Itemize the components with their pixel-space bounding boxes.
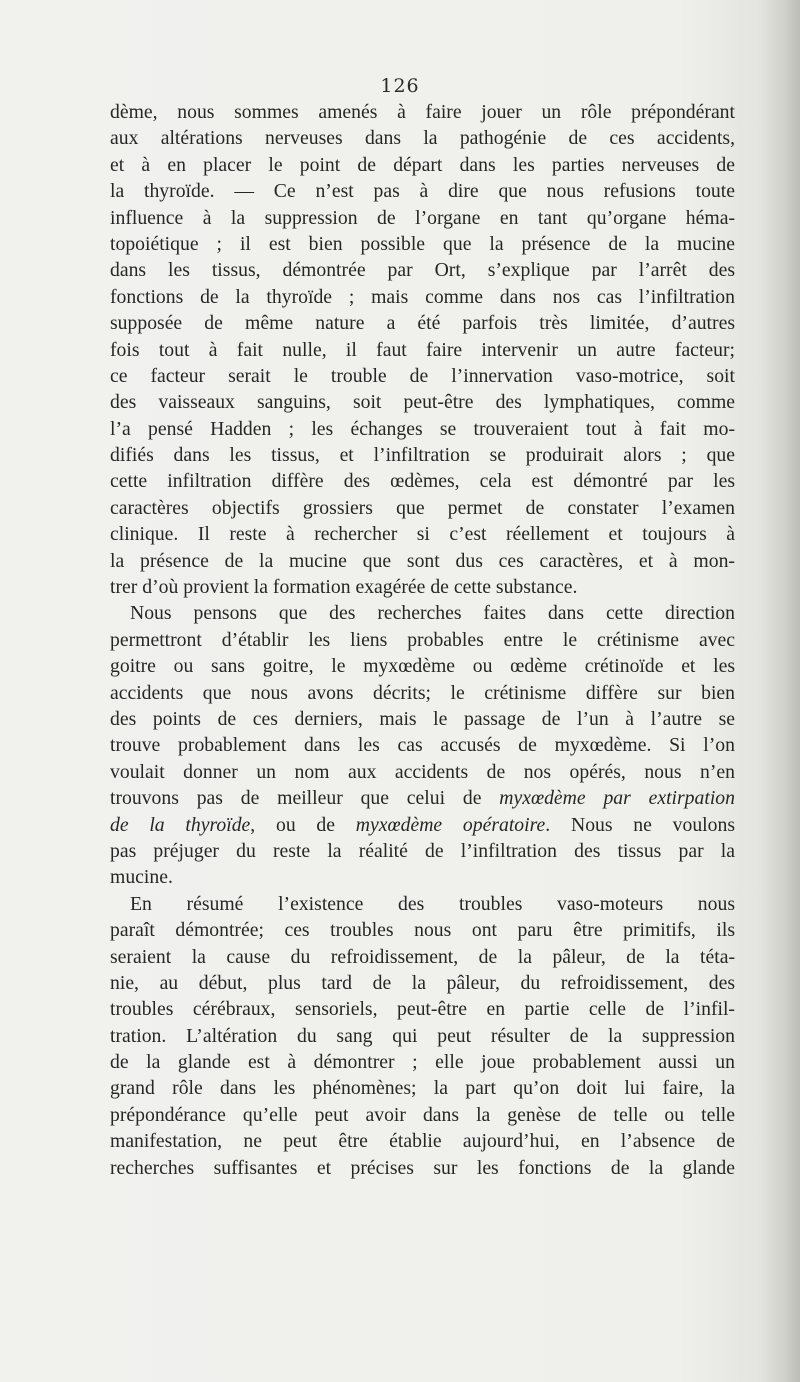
text-line: paraît démontrée; ces troubles nous ont paru être primitifs, ils: [110, 919, 735, 942]
text-line: cette infiltration diffère des œdèmes, cela est démontré par les: [110, 470, 735, 493]
text-line: l’a pensé Hadden ; les échanges se trouveraient tout à fait mo-: [110, 417, 735, 440]
text-line: la présence de la mucine que sont dus ces caractères, et à mon-: [110, 549, 735, 572]
text-line: accidents que nous avons décrits; le crétinisme diffère sur bien: [110, 681, 735, 704]
text-line: topoiétique ; il est bien possible que la présence de la mucine: [110, 232, 735, 255]
text-line: [110, 785, 735, 811]
text-line: permettront d’établir les liens probables entre le crétinisme avec: [110, 628, 735, 651]
text-line: troubles cérébraux, sensoriels, peut-être en partie celle de l’infil-: [110, 998, 735, 1021]
italic-term: de la thyroïde: [110, 813, 251, 836]
text-line: fois tout à fait nulle, il faut faire intervenir un autre facteur;: [110, 338, 735, 361]
text-line: grand rôle dans les phénomènes; la part qu’on doit lui faire, la: [110, 1077, 735, 1100]
text-line: aux altérations nerveuses dans la pathogénie de ces accidents,: [110, 127, 735, 150]
text-line: de la glande est à démontrer ; elle joue probablement aussi un: [110, 1051, 735, 1074]
text-line: recherches suffisantes et précises sur les fonctions de la glande: [110, 1156, 735, 1179]
text-line: dans les tissus, démontrée par Ort, s’explique par l’arrêt des: [110, 259, 735, 282]
italic-term: myxœdème opératoire: [355, 813, 546, 836]
page-number: 126: [380, 75, 420, 97]
text-line: trouve probablement dans les cas accusés de myxœdème. Si l’on: [110, 734, 735, 757]
text-line: ce facteur serait le trouble de l’innervation vaso-motrice, soit: [110, 364, 735, 387]
text-line: goitre ou sans goitre, le myxœdème ou œdème crétinoïde et les: [110, 655, 735, 678]
text-line: tration. L’altération du sang qui peut résulter de la suppression: [110, 1024, 735, 1047]
text-line: prépondérance qu’elle peut avoir dans la genèse de telle ou telle: [110, 1103, 735, 1126]
text-line: manifestation, ne peut être établie aujourd’hui, en l’absence de: [110, 1130, 735, 1153]
text-line: nie, au début, plus tard de la pâleur, du refroidissement, des: [110, 971, 735, 994]
text-line: et à en placer le point de départ dans les parties nerveuses de: [110, 153, 735, 176]
text-line: difiés dans les tissus, et l’infiltration se produirait alors ; que: [110, 444, 735, 467]
text-line: fonctions de la thyroïde ; mais comme dans nos cas l’infiltration: [110, 285, 735, 308]
text-segment: trouvons pas de meilleur que celui de: [110, 787, 500, 810]
text-line: dème, nous sommes amenés à faire jouer un rôle prépondérant: [110, 101, 735, 123]
text-line: trer d’où provient la formation exagérée de cette substance.: [110, 576, 578, 599]
paragraph-start-line: Nous pensons que des recherches faites dans cette direction: [130, 602, 735, 625]
page-edge-shadow: [760, 0, 800, 1382]
text-segment: . Nous ne voulons: [545, 813, 735, 836]
text-line: voulait donner un nom aux accidents de nos opérés, nous n’en: [110, 760, 735, 783]
text-line: [110, 812, 735, 838]
body-text: [110, 99, 735, 1181]
text-line: des vaisseaux sanguins, soit peut-être des lymphatiques, comme: [110, 391, 735, 414]
paragraph-start-line: En résumé l’existence des troubles vaso-moteurs nous: [130, 892, 735, 915]
italic-term: myxœdème par extirpation: [499, 787, 735, 810]
text-segment: , ou de: [250, 813, 356, 836]
text-line: seraient la cause du refroidissement, de la pâleur, de la téta-: [110, 945, 735, 968]
text-line: mucine.: [110, 866, 173, 889]
text-line: supposée de même nature a été parfois très limitée, d’autres: [110, 312, 735, 335]
text-line: caractères objectifs grossiers que permet de constater l’examen: [110, 496, 735, 519]
text-line: pas préjuger du reste la réalité de l’infiltration des tissus par la: [110, 839, 735, 862]
text-line: des points de ces derniers, mais le passage de l’un à l’autre se: [110, 707, 735, 730]
text-line: la thyroïde. — Ce n’est pas à dire que nous refusions toute: [110, 180, 735, 203]
text-line: influence à la suppression de l’organe en tant qu’organe héma-: [110, 206, 735, 229]
text-line: clinique. Il reste à rechercher si c’est réellement et toujours à: [110, 523, 735, 546]
